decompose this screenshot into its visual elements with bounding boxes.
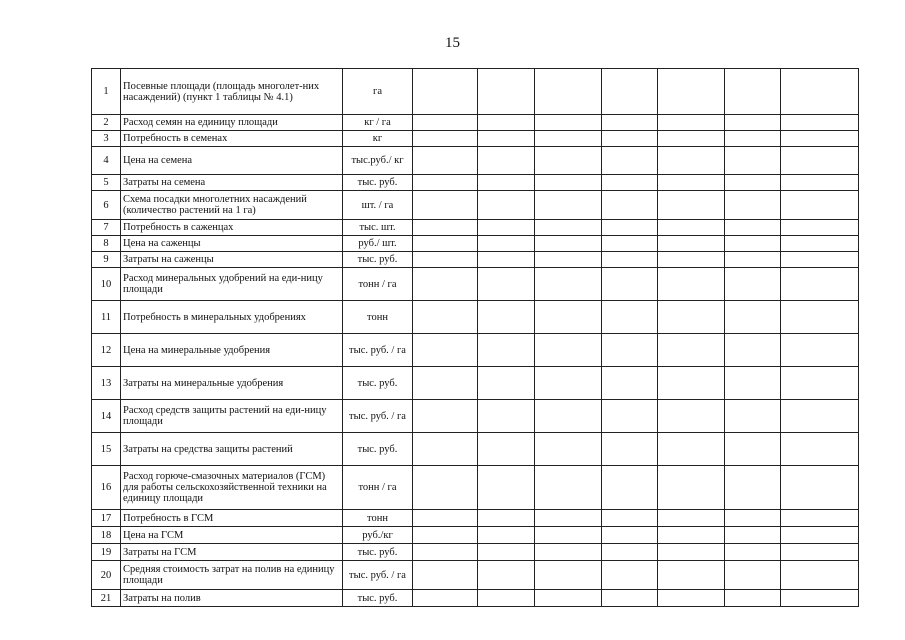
table-row xyxy=(92,334,859,367)
empty-value-cell xyxy=(781,433,859,466)
empty-value-cell xyxy=(725,466,781,510)
empty-value-cell xyxy=(658,220,725,236)
empty-value-cell xyxy=(658,433,725,466)
empty-value-cell xyxy=(413,252,478,268)
empty-value-cell xyxy=(781,334,859,367)
empty-value-cell xyxy=(781,252,859,268)
empty-value-cell xyxy=(781,268,859,301)
table-row xyxy=(92,131,859,147)
table-row xyxy=(92,268,859,301)
empty-value-cell xyxy=(658,131,725,147)
row-number-cell: 19 xyxy=(92,544,121,561)
empty-value-cell xyxy=(602,334,658,367)
empty-value-cell xyxy=(658,334,725,367)
empty-value-cell xyxy=(413,367,478,400)
table-row xyxy=(92,544,859,561)
empty-value-cell xyxy=(478,367,535,400)
empty-value-cell xyxy=(658,191,725,220)
table-row xyxy=(92,301,859,334)
empty-value-cell xyxy=(781,527,859,544)
empty-value-cell xyxy=(725,510,781,527)
indicator-label-cell: Затраты на саженцы xyxy=(121,252,343,268)
empty-value-cell xyxy=(535,175,602,191)
table-row xyxy=(92,510,859,527)
empty-value-cell xyxy=(725,252,781,268)
empty-value-cell xyxy=(478,590,535,607)
row-number-cell: 8 xyxy=(92,236,121,252)
unit-cell: тонн / га xyxy=(343,268,413,301)
empty-value-cell xyxy=(781,561,859,590)
empty-value-cell xyxy=(535,268,602,301)
empty-value-cell xyxy=(602,236,658,252)
empty-value-cell xyxy=(658,466,725,510)
empty-value-cell xyxy=(478,236,535,252)
empty-value-cell xyxy=(725,561,781,590)
empty-value-cell xyxy=(478,69,535,115)
row-number-cell: 16 xyxy=(92,466,121,510)
table-row xyxy=(92,561,859,590)
empty-value-cell xyxy=(602,268,658,301)
empty-value-cell xyxy=(781,367,859,400)
empty-value-cell xyxy=(725,115,781,131)
unit-cell: кг xyxy=(343,131,413,147)
empty-value-cell xyxy=(478,191,535,220)
empty-value-cell xyxy=(478,400,535,433)
table-row xyxy=(92,175,859,191)
empty-value-cell xyxy=(535,367,602,400)
empty-value-cell xyxy=(413,131,478,147)
row-number-cell: 15 xyxy=(92,433,121,466)
row-number-cell: 1 xyxy=(92,69,121,115)
empty-value-cell xyxy=(535,466,602,510)
empty-value-cell xyxy=(658,527,725,544)
indicator-label-cell: Затраты на семена xyxy=(121,175,343,191)
empty-value-cell xyxy=(602,69,658,115)
indicator-label-cell: Потребность в минеральных удобрениях xyxy=(121,301,343,334)
empty-value-cell xyxy=(602,400,658,433)
empty-value-cell xyxy=(535,590,602,607)
empty-value-cell xyxy=(413,590,478,607)
empty-value-cell xyxy=(725,590,781,607)
unit-cell: руб./ шт. xyxy=(343,236,413,252)
empty-value-cell xyxy=(602,510,658,527)
empty-value-cell xyxy=(658,147,725,175)
empty-value-cell xyxy=(725,433,781,466)
unit-cell: тонн xyxy=(343,301,413,334)
row-number-cell: 5 xyxy=(92,175,121,191)
empty-value-cell xyxy=(602,544,658,561)
unit-cell: тыс. руб. xyxy=(343,175,413,191)
empty-value-cell xyxy=(725,400,781,433)
empty-value-cell xyxy=(413,147,478,175)
unit-cell: тыс. руб. xyxy=(343,590,413,607)
indicator-label-cell: Схема посадки многолетних насаждений (количество растений на 1 га) xyxy=(121,191,343,220)
empty-value-cell xyxy=(535,115,602,131)
row-number-cell: 6 xyxy=(92,191,121,220)
row-number-cell: 14 xyxy=(92,400,121,433)
empty-value-cell xyxy=(725,191,781,220)
empty-value-cell xyxy=(725,527,781,544)
empty-value-cell xyxy=(781,69,859,115)
table-row xyxy=(92,527,859,544)
empty-value-cell xyxy=(478,147,535,175)
empty-value-cell xyxy=(725,268,781,301)
indicator-label-cell: Затраты на ГСМ xyxy=(121,544,343,561)
empty-value-cell xyxy=(413,268,478,301)
empty-value-cell xyxy=(725,301,781,334)
table-row xyxy=(92,191,859,220)
empty-value-cell xyxy=(725,175,781,191)
indicator-label-cell: Средняя стоимость затрат на полив на единицу площади xyxy=(121,561,343,590)
unit-cell: тыс.руб./ кг xyxy=(343,147,413,175)
unit-cell: тыс. руб. / га xyxy=(343,334,413,367)
empty-value-cell xyxy=(781,466,859,510)
empty-value-cell xyxy=(478,301,535,334)
empty-value-cell xyxy=(535,561,602,590)
empty-value-cell xyxy=(413,510,478,527)
row-number-cell: 7 xyxy=(92,220,121,236)
table-row xyxy=(92,400,859,433)
empty-value-cell xyxy=(658,400,725,433)
empty-value-cell xyxy=(413,191,478,220)
empty-value-cell xyxy=(478,510,535,527)
empty-value-cell xyxy=(781,510,859,527)
indicator-label-cell: Потребность в саженцах xyxy=(121,220,343,236)
empty-value-cell xyxy=(478,252,535,268)
empty-value-cell xyxy=(478,334,535,367)
indicator-label-cell: Потребность в семенах xyxy=(121,131,343,147)
empty-value-cell xyxy=(658,301,725,334)
empty-value-cell xyxy=(725,220,781,236)
indicator-label-cell: Цена на саженцы xyxy=(121,236,343,252)
empty-value-cell xyxy=(658,561,725,590)
empty-value-cell xyxy=(535,301,602,334)
empty-value-cell xyxy=(413,69,478,115)
table-row xyxy=(92,69,859,115)
empty-value-cell xyxy=(781,301,859,334)
empty-value-cell xyxy=(413,544,478,561)
indicator-label-cell: Затраты на средства защиты растений xyxy=(121,433,343,466)
unit-cell: руб./кг xyxy=(343,527,413,544)
indicator-label-cell: Цена на минеральные удобрения xyxy=(121,334,343,367)
empty-value-cell xyxy=(725,69,781,115)
indicator-label-cell: Расход семян на единицу площади xyxy=(121,115,343,131)
empty-value-cell xyxy=(658,236,725,252)
empty-value-cell xyxy=(535,527,602,544)
empty-value-cell xyxy=(535,131,602,147)
row-number-cell: 18 xyxy=(92,527,121,544)
empty-value-cell xyxy=(725,236,781,252)
row-number-cell: 3 xyxy=(92,131,121,147)
empty-value-cell xyxy=(602,433,658,466)
unit-cell: тыс. руб. / га xyxy=(343,400,413,433)
indicator-label-cell: Затраты на полив xyxy=(121,590,343,607)
empty-value-cell xyxy=(658,268,725,301)
row-number-cell: 17 xyxy=(92,510,121,527)
empty-value-cell xyxy=(535,191,602,220)
empty-value-cell xyxy=(781,175,859,191)
row-number-cell: 20 xyxy=(92,561,121,590)
empty-value-cell xyxy=(535,510,602,527)
empty-value-cell xyxy=(535,252,602,268)
empty-value-cell xyxy=(535,69,602,115)
empty-value-cell xyxy=(478,268,535,301)
empty-value-cell xyxy=(602,147,658,175)
empty-value-cell xyxy=(413,400,478,433)
empty-value-cell xyxy=(658,590,725,607)
indicator-label-cell: Расход средств защиты растений на еди-ницу площади xyxy=(121,400,343,433)
row-number-cell: 2 xyxy=(92,115,121,131)
empty-value-cell xyxy=(413,466,478,510)
indicator-label-cell: Затраты на минеральные удобрения xyxy=(121,367,343,400)
empty-value-cell xyxy=(535,236,602,252)
empty-value-cell xyxy=(725,334,781,367)
empty-value-cell xyxy=(781,220,859,236)
empty-value-cell xyxy=(478,527,535,544)
empty-value-cell xyxy=(725,147,781,175)
unit-cell: тыс. руб. xyxy=(343,544,413,561)
empty-value-cell xyxy=(781,147,859,175)
empty-value-cell xyxy=(413,220,478,236)
empty-value-cell xyxy=(602,561,658,590)
unit-cell: тыс. руб. xyxy=(343,367,413,400)
empty-value-cell xyxy=(413,527,478,544)
empty-value-cell xyxy=(535,220,602,236)
indicator-label-cell: Расход горюче-смазочных материалов (ГСМ) для работы сельскохозяйственной техники на единицу площади xyxy=(121,466,343,510)
unit-cell: тыс. руб. / га xyxy=(343,561,413,590)
empty-value-cell xyxy=(781,191,859,220)
empty-value-cell xyxy=(781,131,859,147)
empty-value-cell xyxy=(602,466,658,510)
table-row xyxy=(92,433,859,466)
table-row xyxy=(92,252,859,268)
table-row xyxy=(92,147,859,175)
empty-value-cell xyxy=(658,115,725,131)
empty-value-cell xyxy=(478,175,535,191)
unit-cell: га xyxy=(343,69,413,115)
empty-value-cell xyxy=(602,115,658,131)
empty-value-cell xyxy=(658,252,725,268)
empty-value-cell xyxy=(602,252,658,268)
empty-value-cell xyxy=(602,301,658,334)
unit-cell: кг / га xyxy=(343,115,413,131)
unit-cell: тонн xyxy=(343,510,413,527)
table-row xyxy=(92,220,859,236)
empty-value-cell xyxy=(478,220,535,236)
empty-value-cell xyxy=(413,115,478,131)
empty-value-cell xyxy=(478,115,535,131)
cost-table xyxy=(91,68,859,607)
page-number: 15 xyxy=(445,35,460,51)
empty-value-cell xyxy=(658,510,725,527)
empty-value-cell xyxy=(413,561,478,590)
empty-value-cell xyxy=(725,544,781,561)
row-number-cell: 11 xyxy=(92,301,121,334)
row-number-cell: 21 xyxy=(92,590,121,607)
empty-value-cell xyxy=(602,131,658,147)
row-number-cell: 13 xyxy=(92,367,121,400)
row-number-cell: 9 xyxy=(92,252,121,268)
indicator-label-cell: Цена на ГСМ xyxy=(121,527,343,544)
unit-cell: тыс. шт. xyxy=(343,220,413,236)
indicator-label-cell: Посевные площади (площадь многолет-них насаждений) (пункт 1 таблицы № 4.1) xyxy=(121,69,343,115)
empty-value-cell xyxy=(602,367,658,400)
unit-cell: тыс. руб. xyxy=(343,252,413,268)
table-row xyxy=(92,367,859,400)
unit-cell: шт. / га xyxy=(343,191,413,220)
empty-value-cell xyxy=(602,191,658,220)
empty-value-cell xyxy=(781,400,859,433)
empty-value-cell xyxy=(478,561,535,590)
empty-value-cell xyxy=(602,527,658,544)
empty-value-cell xyxy=(535,334,602,367)
table-row xyxy=(92,466,859,510)
empty-value-cell xyxy=(658,367,725,400)
empty-value-cell xyxy=(725,367,781,400)
table-row xyxy=(92,590,859,607)
empty-value-cell xyxy=(413,334,478,367)
empty-value-cell xyxy=(478,544,535,561)
row-number-cell: 12 xyxy=(92,334,121,367)
empty-value-cell xyxy=(602,175,658,191)
empty-value-cell xyxy=(781,115,859,131)
indicator-label-cell: Расход минеральных удобрений на еди-ницу площади xyxy=(121,268,343,301)
empty-value-cell xyxy=(478,433,535,466)
empty-value-cell xyxy=(658,175,725,191)
empty-value-cell xyxy=(535,400,602,433)
table-row xyxy=(92,236,859,252)
empty-value-cell xyxy=(781,236,859,252)
unit-cell: тыс. руб. xyxy=(343,433,413,466)
empty-value-cell xyxy=(413,175,478,191)
empty-value-cell xyxy=(658,69,725,115)
empty-value-cell xyxy=(478,131,535,147)
empty-value-cell xyxy=(535,147,602,175)
empty-value-cell xyxy=(781,590,859,607)
empty-value-cell xyxy=(658,544,725,561)
empty-value-cell xyxy=(478,466,535,510)
empty-value-cell xyxy=(413,236,478,252)
unit-cell: тонн / га xyxy=(343,466,413,510)
empty-value-cell xyxy=(602,220,658,236)
row-number-cell: 10 xyxy=(92,268,121,301)
empty-value-cell xyxy=(413,433,478,466)
empty-value-cell xyxy=(602,590,658,607)
empty-value-cell xyxy=(413,301,478,334)
row-number-cell: 4 xyxy=(92,147,121,175)
empty-value-cell xyxy=(781,544,859,561)
indicator-label-cell: Цена на семена xyxy=(121,147,343,175)
table-row xyxy=(92,115,859,131)
indicator-label-cell: Потребность в ГСМ xyxy=(121,510,343,527)
empty-value-cell xyxy=(535,433,602,466)
empty-value-cell xyxy=(725,131,781,147)
empty-value-cell xyxy=(535,544,602,561)
